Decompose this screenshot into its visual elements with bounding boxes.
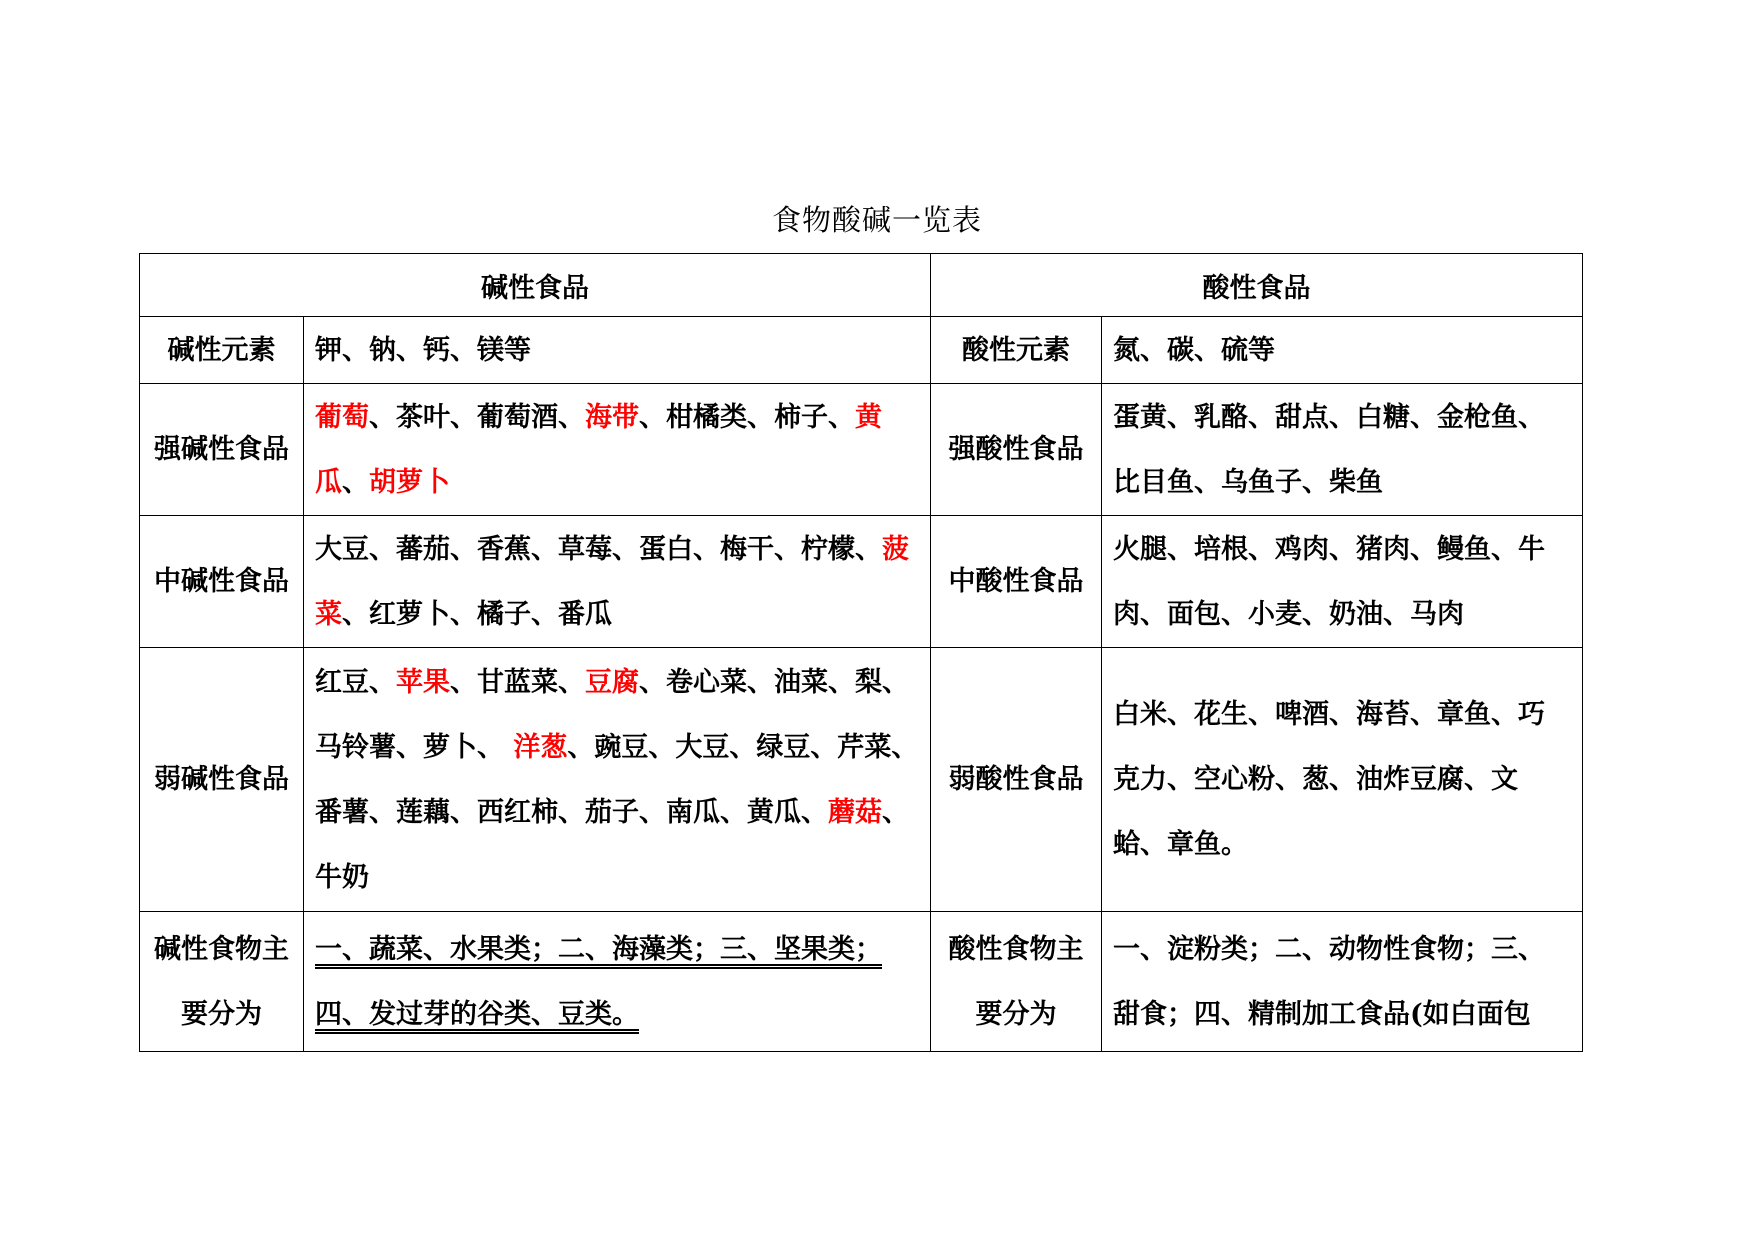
highlight-cucumber: 黄瓜 <box>315 401 882 498</box>
highlight-grape: 葡萄 <box>315 401 369 433</box>
weak-acidic-content: 白米、花生、啤酒、海苔、章鱼、巧克力、空心粉、葱、油炸豆腐、文蛤、章鱼。 <box>1102 648 1583 912</box>
acidic-elements-label: 酸性元素 <box>931 317 1102 384</box>
weak-alkaline-content: 红豆、苹果、甘蓝菜、豆腐、卷心菜、油菜、梨、马铃薯、萝卜、 洋葱、豌豆、大豆、绿豆、芹菜、番薯、莲藕、西红柿、茄子、南瓜、黄瓜、蘑菇、牛奶 <box>304 648 931 912</box>
page-title: 食物酸碱一览表 <box>771 203 982 237</box>
strong-alkaline-content: 葡萄、茶叶、葡萄酒、海带、柑橘类、柿子、黄瓜、胡萝卜 <box>304 384 931 516</box>
alkaline-categories-label: 碱性食物主要分为 <box>140 912 304 1052</box>
medium-acidic-label: 中酸性食品 <box>931 516 1102 648</box>
alkaline-elements-label: 碱性元素 <box>140 317 304 384</box>
acidic-categories-content: 一、淀粉类；二、动物性食物；三、甜食；四、精制加工食品(如白面包 <box>1102 912 1583 1052</box>
alkaline-categories-content: 一、蔬菜、水果类；二、海藻类；三、坚果类；四、发过芽的谷类、豆类。 <box>304 912 931 1052</box>
strong-acidic-label: 强酸性食品 <box>931 384 1102 516</box>
highlight-carrot: 胡萝卜 <box>369 466 450 498</box>
weak-alkaline-label: 弱碱性食品 <box>140 648 304 912</box>
highlight-mushroom: 蘑菇 <box>828 796 882 828</box>
highlight-spinach: 菠菜 <box>315 533 909 630</box>
table-row-medium <box>140 516 1583 648</box>
highlight-tofu: 豆腐 <box>585 666 639 698</box>
alkaline-elements-content: 钾、钠、钙、镁等 <box>304 317 931 384</box>
table-header-row <box>140 254 1583 317</box>
medium-acidic-content: 火腿、培根、鸡肉、猪肉、鳗鱼、牛肉、面包、小麦、奶油、马肉 <box>1102 516 1583 648</box>
medium-alkaline-content: 大豆、蕃茄、香蕉、草莓、蛋白、梅干、柠檬、菠菜、红萝卜、橘子、番瓜 <box>304 516 931 648</box>
strong-alkaline-label: 强碱性食品 <box>140 384 304 516</box>
strong-acidic-content: 蛋黄、乳酪、甜点、白糖、金枪鱼、比目鱼、乌鱼子、柴鱼 <box>1102 384 1583 516</box>
medium-alkaline-label: 中碱性食品 <box>140 516 304 648</box>
table-row-weak <box>140 648 1583 912</box>
header-alkaline: 碱性食品 <box>140 254 931 317</box>
table-row-elements <box>140 317 1583 384</box>
header-acidic: 酸性食品 <box>931 254 1583 317</box>
food-acid-alkaline-table <box>139 253 1583 1052</box>
highlight-apple: 苹果 <box>396 666 450 698</box>
table-row-strong <box>140 384 1583 516</box>
acidic-categories-label: 酸性食物主要分为 <box>931 912 1102 1052</box>
acidic-elements-content: 氮、碳、硫等 <box>1102 317 1583 384</box>
highlight-kelp: 海带 <box>585 401 639 433</box>
table-row-categories <box>140 912 1583 1052</box>
weak-acidic-label: 弱酸性食品 <box>931 648 1102 912</box>
highlight-onion: 洋葱 <box>513 731 568 763</box>
